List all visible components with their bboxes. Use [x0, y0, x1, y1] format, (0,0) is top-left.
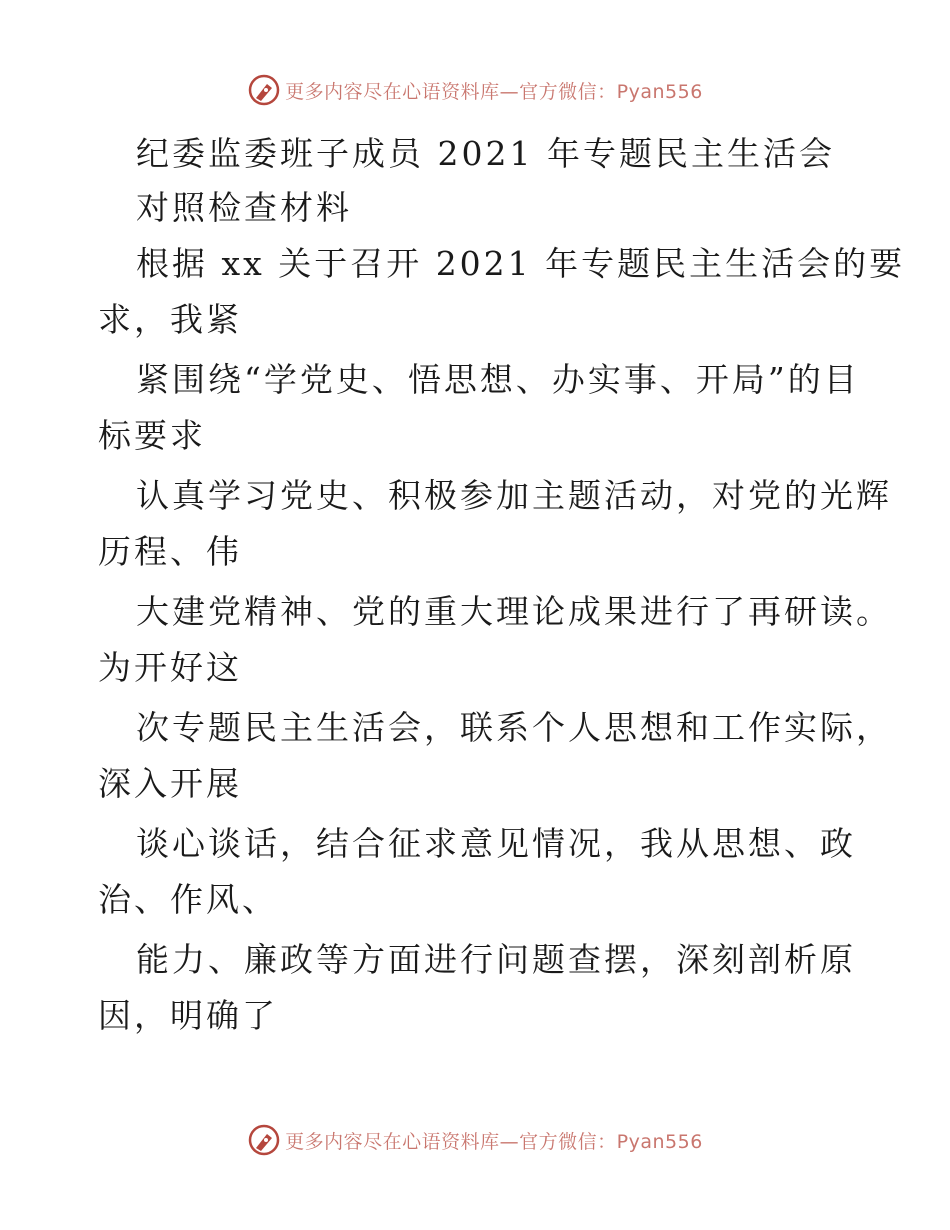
watermark-id: Pyan556 [616, 80, 703, 103]
pen-nib-circle-icon [247, 73, 281, 107]
watermark-text: 更多内容尽在心语资料库—官方微信：Pyan556 [285, 80, 703, 103]
text-line: 次专题民主生活会，联系个人思想和工作实际， [136, 708, 892, 747]
text-line: 紧围绕“学党史、悟思想、办实事、开局”的目 [136, 360, 860, 399]
text-line: 求，我紧 [98, 300, 242, 339]
doc-title-line-2: 对照检查材料 [136, 188, 352, 227]
footer-watermark [0, 1120, 950, 1160]
text-line: 深入开展 [98, 764, 242, 803]
text-line: 大建党精神、党的重大理论成果进行了再研读。 [136, 592, 892, 631]
pen-nib-circle-icon [247, 1123, 281, 1157]
text-line: 历程、伟 [98, 532, 242, 571]
header-watermark [0, 70, 950, 110]
text-line: 能力、廉政等方面进行问题查摆，深刻剖析原 [136, 940, 856, 979]
text-line: 为开好这 [98, 648, 242, 687]
watermark-text: 更多内容尽在心语资料库—官方微信：Pyan556 [285, 1130, 703, 1153]
text-line: 标要求 [98, 416, 206, 455]
text-line: 认真学习党史、积极参加主题活动，对党的光辉 [136, 476, 892, 515]
text-line: 因，明确了 [98, 996, 278, 1035]
doc-title-line-1: 纪委监委班子成员 2021 年专题民主生活会 [136, 134, 835, 173]
text-line: 根据 xx 关于召开 2021 年专题民主生活会的要 [136, 244, 906, 283]
text-line: 谈心谈话，结合征求意见情况，我从思想、政 [136, 824, 856, 863]
watermark-id: Pyan556 [616, 1130, 703, 1153]
text-line: 治、作风、 [98, 880, 278, 919]
